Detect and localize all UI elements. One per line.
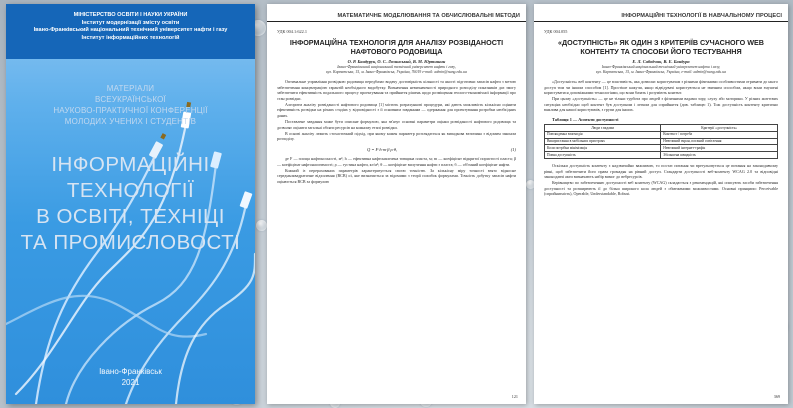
conference-line: МОЛОДИХ УЧЕНИХ І СТУДЕНТІВ bbox=[64, 117, 197, 126]
table-cell: Повсякденна взаємодія bbox=[545, 131, 661, 138]
formula bbox=[277, 147, 516, 152]
formula-number: (1) bbox=[510, 147, 516, 153]
affiliation-line: вул. Карпатська, 15, м. Івано-Франківськ, Україна, 76019 e-mail: admin@nung.edu.ua bbox=[326, 70, 467, 74]
bubble-decoration bbox=[256, 220, 267, 231]
title-line: ТЕХНОЛОГІЇ bbox=[66, 179, 195, 202]
article-page-1 bbox=[267, 4, 526, 404]
paragraph: Керівництво по забезпеченню доступності веб контенту (WCAG) складається з рекомендацій, які описують засоби забезпечення доступності та розширюють її до більш широкого кола людей з обмеженими можливостями. Основні принципи: Perceivable (сприйнятність), Operable, Understandable, Robust. bbox=[544, 180, 778, 197]
table-cell: Невеликий інтернет-трафік bbox=[661, 145, 778, 152]
affiliation-line: вул. Карпатська, 15, м. Івано-Франківськ, Україна, e-mail: admin@nung.edu.ua bbox=[595, 70, 727, 74]
table-row bbox=[545, 145, 778, 152]
table-header-cell: Критерії «доступність» bbox=[661, 125, 778, 132]
article-title: ІНФОРМАЦІЙНА ТЕХНОЛОГІЯ ДЛЯ АНАЛІЗУ РОЗВІДАНОСТІ НАФТОВОГО РОДОВИЩА bbox=[289, 38, 504, 56]
page-number: 121 bbox=[511, 394, 518, 399]
table-cell: Коли потрібна мінімізація bbox=[545, 145, 661, 152]
paragraph: Оскільки доступність контенту є надзвичайно важливою, то постає питання чи врегульовується це питання на законодавчому рівні, щоб забезпечити його права громадян на рівний доступ. Стандарти доступності веб-контенту WCAG 2.0 та відповідні законодавчі акти визначають набір вимог до вебресурсів. bbox=[544, 162, 778, 180]
article-page-2 bbox=[534, 4, 788, 404]
table-cell: Використання в мобільних пристроях bbox=[545, 138, 661, 145]
conference-subtitle bbox=[6, 83, 255, 127]
authors: О. Р. Бандурук, О. С. Лозинський, В. М. Юртишин bbox=[347, 59, 446, 64]
paragraph: Алгоритм аналізу розвіданості нафтового родовища [1] містить розрахункові процедури, які дають можливість кількісно оцінити ефективність розвідки на різних стадіях у відповідності з її основним завданням — одержання для проектування розробки необхідних даних. bbox=[277, 101, 516, 119]
table-cell: Збільшена швидкість bbox=[661, 152, 778, 159]
university-line: Івано-Франківський національний технічний університет нафти і газу bbox=[33, 27, 228, 33]
conference-line: МАТЕРІАЛИ bbox=[106, 84, 155, 93]
paragraph: «Доступність» веб контенту — це властивість, яка дозволяє користувачам з різними фізичними особливостями отримати до нього доступ тим чи іншим способом [1]. Простіше кажучи, якщо відвідувачі користуються не звичним способом, якщо вони змушені користуватися допоміжними технологіями, що вони бачать і розуміють контент. bbox=[544, 79, 778, 96]
table-row bbox=[545, 131, 778, 138]
udk-code: УДК 004.055 bbox=[544, 29, 568, 34]
table-row bbox=[545, 152, 778, 159]
it-institute-line: Інститут інформаційних технологій bbox=[81, 34, 180, 41]
affiliation bbox=[277, 65, 516, 75]
table-cell: Невеликий екран, поганий освітлення bbox=[661, 138, 778, 145]
cover-header bbox=[6, 4, 255, 59]
paragraph: При цьому «доступність» — це не тільки турбота про людей з фізичними вадами зору, слуху або моторики. У різних життєвих ситуаціях необхідно щоб контент був доступним і легким для сприйняття (див. таблицю 1). Тож доступність контенту критично важлива для нашої користувачів, з групи для інших. bbox=[544, 96, 778, 113]
article-body-continued bbox=[277, 156, 516, 184]
accessibility-table bbox=[544, 124, 778, 159]
paragraph: В основі аналізу лежить стохастичний підхід, при якому кожен параметр розглядається як випадкова величина з відомим законом розподілу. bbox=[277, 130, 516, 142]
authors: Е. Л. Сабодчик, В. Е. Бандура bbox=[632, 59, 690, 64]
article-body bbox=[277, 79, 516, 142]
udk-code: УДК 004.1:622.1 bbox=[277, 29, 308, 34]
article-title: «ДОСТУПНІСТЬ» ЯК ОДИН З КРИТЕРІЇВ СУЧАСНОГО WEB КОНТЕНТУ ТА СПОСОБИ ЙОГО ТЕСТУВАННЯ bbox=[558, 38, 764, 56]
conference-line: ВСЕУКРАЇНСЬКОЇ bbox=[95, 95, 166, 104]
formula-expression: Q = F·h·m·β·ρ·θ, bbox=[367, 147, 398, 153]
article-body bbox=[544, 79, 778, 113]
affiliation-line: Івано-Франківський національний технічний університет нафти і газу, bbox=[601, 65, 721, 69]
title-line: ІНФОРМАЦІЙНІ bbox=[51, 153, 210, 176]
book-cover bbox=[6, 4, 255, 404]
section-header: МАТЕМАТИЧНЕ МОДЕЛЮВАННЯ ТА ОБЧИСЛЮВАЛЬНІ МЕТОДИ bbox=[267, 4, 526, 22]
table-title: Таблиця 1 — Аспекти доступності bbox=[552, 117, 619, 123]
paragraph: Оптимальне управління розвідкою родовища передбачає видачу достовірність кількості та якості підготовки запасів нафти з метою забезпечення концентрацією гарантій необхідного видобутку. Визначення невизначеності природного розподілу показників дає змогу забезпечити ефективність подальшого процесу проектування та прийняття рішень щодо розміщення геолого-економічної інформації про стан розвідки. bbox=[277, 79, 516, 101]
paragraph: де F — площа нафтоносності, м²; h — ефективна нафтонасичена товщина пласта, м; m — коефіцієнт відкритої пористості пласта; β — коефіцієнт нафтонасиченості; ρ — густина нафти, кг/м³; θ — коефіцієнт вилучення нафти з пласта; б — об'ємний коефіцієнт нафти. bbox=[277, 156, 516, 167]
paragraph: Поставлене завдання може бути описане формулою, яка зв'язує основні параметри оцінки розвіданості нафтового родовища та дозволяє оцінити загальні обсяги ресурсів на кожному етапі розвідки. bbox=[277, 119, 516, 130]
title-line: ТА ПРОМИСЛОВОСТІ bbox=[20, 231, 241, 254]
affiliation-line: Івано-Франківський національний технічний університет нафти і газу, bbox=[337, 65, 456, 69]
conference-line: НАУКОВО-ПРАКТИЧНОЇ КОНФЕРЕНЦІЇ bbox=[53, 106, 208, 115]
cover-imprint bbox=[6, 366, 255, 388]
page-number: 369 bbox=[773, 394, 780, 399]
affiliation bbox=[544, 65, 778, 75]
section-header: ІНФОРМАЦІЙНІ ТЕХНОЛОГІЇ В НАВЧАЛЬНОМУ ПРОЦЕСІ bbox=[534, 4, 788, 22]
article-body-continued bbox=[544, 163, 778, 197]
city-label: Івано-Франківськ bbox=[99, 367, 162, 376]
table-row bbox=[545, 138, 778, 145]
year-label: 2021 bbox=[121, 378, 140, 387]
table-header-cell: Люди з вадами bbox=[545, 125, 661, 132]
paragraph: Кожний із перерахованих параметрів характеризується своєю точністю. За кількісну міру точності взято відносне середньоквадратичне відхилення (ВСВ) σi, яке визначається за відомими з теорії похибок формулами. Точність добутку запасів нафти оцінюється ВСВ за формулою bbox=[277, 167, 516, 184]
title-line: В ОСВІТІ, ТЕХНІЦІ bbox=[36, 205, 225, 228]
ministry-line: МІНІСТЕРСТВО ОСВІТИ І НАУКИ УКРАЇНИ bbox=[73, 12, 188, 18]
table-cell: Повна доступність bbox=[545, 152, 661, 159]
table-header-row bbox=[545, 125, 778, 132]
table-cell: Контекст / потреба bbox=[661, 131, 778, 138]
cover-title bbox=[6, 152, 255, 256]
institute-line: Інститут модернізації змісту освіти bbox=[81, 19, 180, 26]
